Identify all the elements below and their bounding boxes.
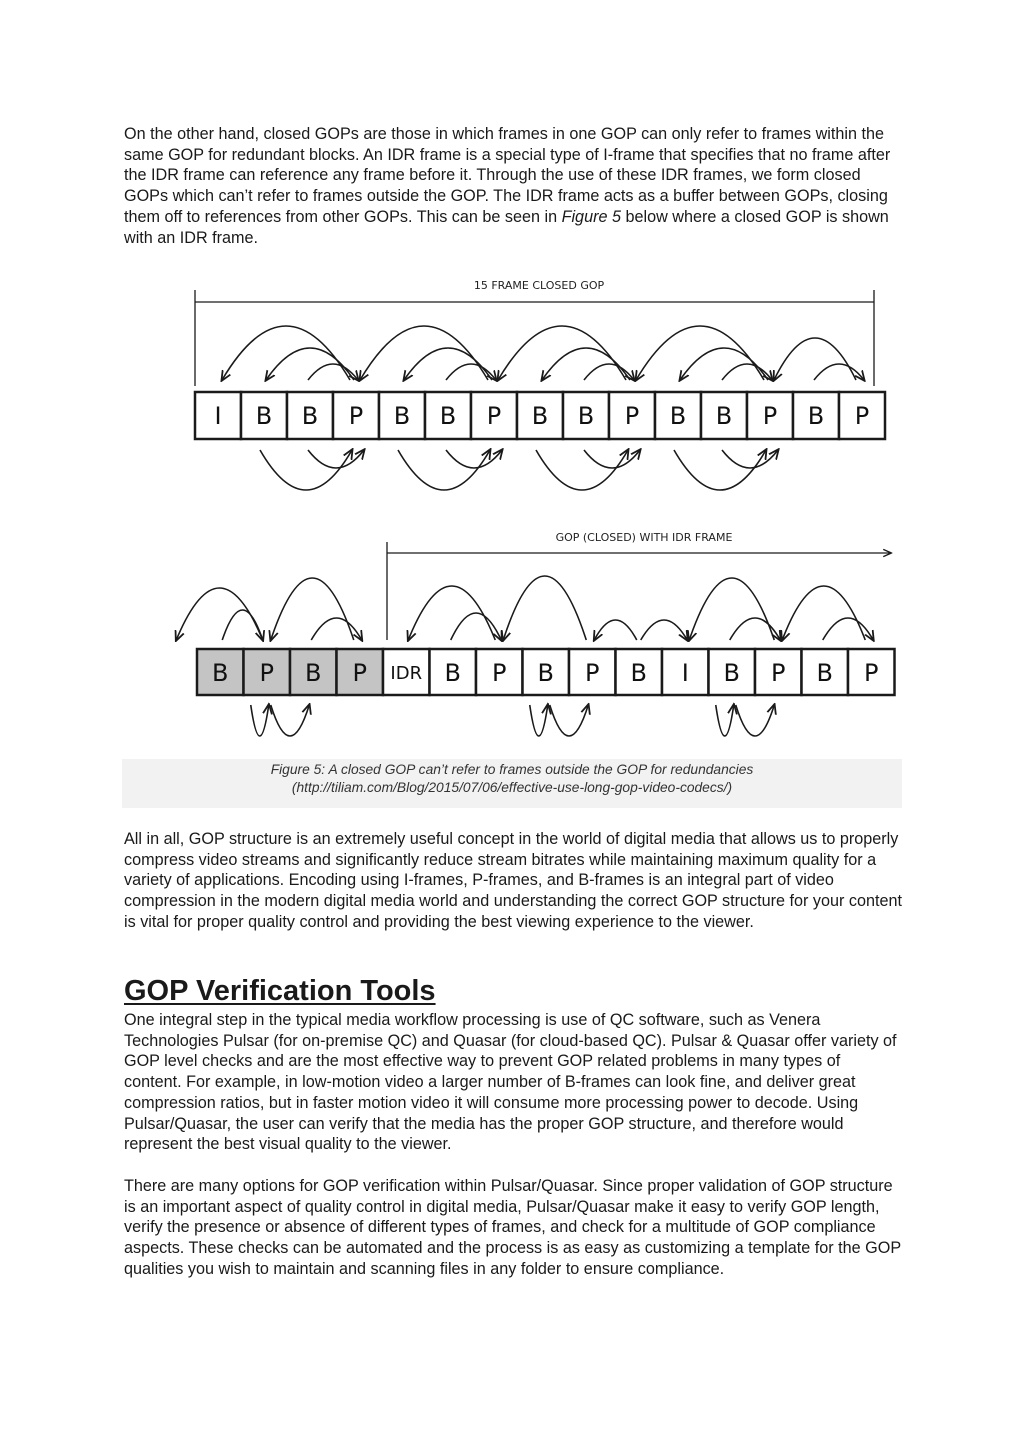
top-frame-label: B — [439, 402, 457, 430]
top-upper-arrow — [680, 348, 768, 380]
bottom-lower-arrow — [736, 705, 775, 736]
top-lower-arrow — [536, 450, 628, 490]
section-heading: GOP Verification Tools — [124, 975, 436, 1007]
idr-gop-upper-arrow — [594, 620, 637, 640]
frame-label: P — [585, 659, 600, 687]
top-gop-label: 15 FRAME CLOSED GOP — [473, 279, 605, 292]
bottom-lower-arrow — [716, 705, 734, 736]
frame-label: I — [681, 659, 689, 687]
caption-line-1: Figure 5: A closed GOP can’t refer to frames outside the GOP for redundancies — [270, 762, 754, 777]
top-lower-arrow — [308, 450, 364, 468]
top-frame-label: P — [854, 402, 870, 430]
top-upper-arrow — [446, 364, 496, 380]
top-lower-arrow — [722, 450, 778, 468]
frame-label: P — [492, 659, 507, 687]
top-upper-arrow — [722, 364, 772, 380]
bottom-frame-row — [197, 649, 895, 695]
top-lower-arrow — [398, 450, 490, 490]
top-upper-arrow — [814, 364, 864, 380]
previous-gop-frame-label: B — [305, 659, 322, 687]
caption-source-link[interactable]: (http://tiliam.com/Blog/2015/07/06/effective-use-long-gop-video-codecs/) — [291, 780, 733, 795]
top-frame-row — [195, 392, 885, 439]
top-frame-label: B — [531, 402, 549, 430]
previous-gop-arrow — [222, 610, 263, 640]
bottom-lower-arrow — [550, 705, 589, 736]
gop-brackets — [195, 290, 891, 640]
top-lower-arrow — [260, 450, 352, 490]
idr-gop-upper-arrow — [408, 586, 495, 640]
idr-frame-label: IDR — [390, 663, 423, 684]
frame-label: B — [444, 659, 461, 687]
top-lower-arrow — [674, 450, 766, 490]
idr-gop-upper-arrow — [782, 586, 865, 640]
previous-gop-frame-label: P — [259, 659, 274, 687]
top-upper-arrow — [774, 338, 856, 380]
top-frame-label: B — [669, 402, 687, 430]
top-frame-label: P — [486, 402, 502, 430]
intro-text-after: below where a closed GOP is shown with an IDR frame. — [124, 207, 889, 247]
idr-gop-upper-arrow — [823, 618, 874, 640]
intro-text-before: On the other hand, closed GOPs are those in which frames in one GOP can only refer to frames within the same GOP for redundant blocks. An IDR frame is a special type of I-frame that specifies that no frame after the IDR frame can reference any frame before it. Through the use of these IDR frames, we form closed GOPs which can’t refer to frames outside the GOP. The IDR frame acts as a buffer between GOPs, closing them off to references from other GOPs. This can be seen in — [124, 125, 891, 226]
intro-paragraph — [124, 124, 902, 248]
top-frame-label: B — [255, 402, 273, 430]
top-frame-label: B — [807, 402, 825, 430]
bottom-lower-arrow — [271, 705, 310, 736]
top-upper-arrow — [636, 326, 764, 380]
bottom-lower-arrow — [530, 705, 548, 736]
top-upper-arrow — [266, 348, 354, 380]
idr-gop-upper-arrow — [503, 576, 586, 640]
figure-reference: Figure 5 — [561, 207, 621, 226]
top-upper-arrow — [542, 348, 630, 380]
frame-label: B — [723, 659, 740, 687]
frame-label: P — [864, 659, 879, 687]
idr-gop-upper-arrow — [641, 620, 688, 640]
top-frame-label: I — [214, 402, 222, 430]
top-frame-label: B — [301, 402, 319, 430]
qc-paragraph-2: There are many options for GOP verification within Pulsar/Quasar. Since proper validation of GOP structure is an important aspect of quality control in digital media, Pulsar/Quasar make it easy to verify GOP length, verify the presence or absence of different types of frames, and check for a multitude of GOP compliance aspects. These checks can be automated and the process is as easy as customizing a template for the GOP qualities you wish to maintain and scanning files in any folder to ensure compliance. — [124, 1177, 901, 1278]
top-upper-arrow — [404, 348, 492, 380]
frame-label: P — [771, 659, 786, 687]
previous-gop-arrow — [271, 578, 354, 640]
previous-gop-frame-label: P — [352, 659, 367, 687]
top-upper-arrow — [584, 364, 634, 380]
idr-gop-upper-arrow — [689, 578, 774, 640]
bottom-lower-arrow — [251, 705, 269, 736]
idr-gop-label: GOP (CLOSED) WITH IDR FRAME — [555, 531, 733, 544]
top-frame-label: P — [348, 402, 364, 430]
top-frame-label: B — [577, 402, 595, 430]
previous-gop-frame-label: B — [212, 659, 229, 687]
summary-paragraph: All in all, GOP structure is an extremely useful concept in the world of digital media that allows us to properly compress video streams and significantly reduce stream bitrates while maintaining maximum quality for a variety of applications. Encoding using I-frames, P-frames, and B-frames is an integral part of video compression in the modern digital media world and understanding the correct GOP structure for your content is vital for proper quality control and providing the best viewing experience to the viewer. — [124, 830, 903, 931]
frame-label: B — [816, 659, 833, 687]
previous-gop-arrow — [311, 618, 362, 640]
gop-figure — [122, 268, 902, 808]
top-upper-arrow — [308, 364, 358, 380]
top-upper-arrow — [222, 326, 350, 380]
top-frame-label: B — [393, 402, 411, 430]
top-frame-label: P — [624, 402, 640, 430]
top-lower-arrow — [584, 450, 640, 468]
top-frame-label: P — [762, 402, 778, 430]
top-frame-label: B — [715, 402, 733, 430]
top-lower-arrow — [446, 450, 502, 468]
frame-label: B — [537, 659, 554, 687]
frame-label: B — [630, 659, 647, 687]
top-upper-arrow — [360, 326, 488, 380]
gop-diagram — [122, 268, 902, 768]
qc-paragraph-1: One integral step in the typical media workflow processing is use of QC software, such as Venera Technologies Pulsar (for on-premise QC) and Quasar (for cloud-based QC). Pulsar & Quasar offer variety of GOP level checks and are the most effective way to prevent GOP related problems in many types of content. For example, in low-motion video a larger number of B-frames can look fine, and deliver great compression ratios, but in faster motion video it will consume more processing power to decode. Using Pulsar/Quasar, the user can verify that the media has the proper GOP structure, and therefore would represent the best visual quality to the viewer. — [124, 1011, 897, 1154]
figure-caption — [122, 761, 902, 797]
top-upper-arrow — [498, 326, 626, 380]
